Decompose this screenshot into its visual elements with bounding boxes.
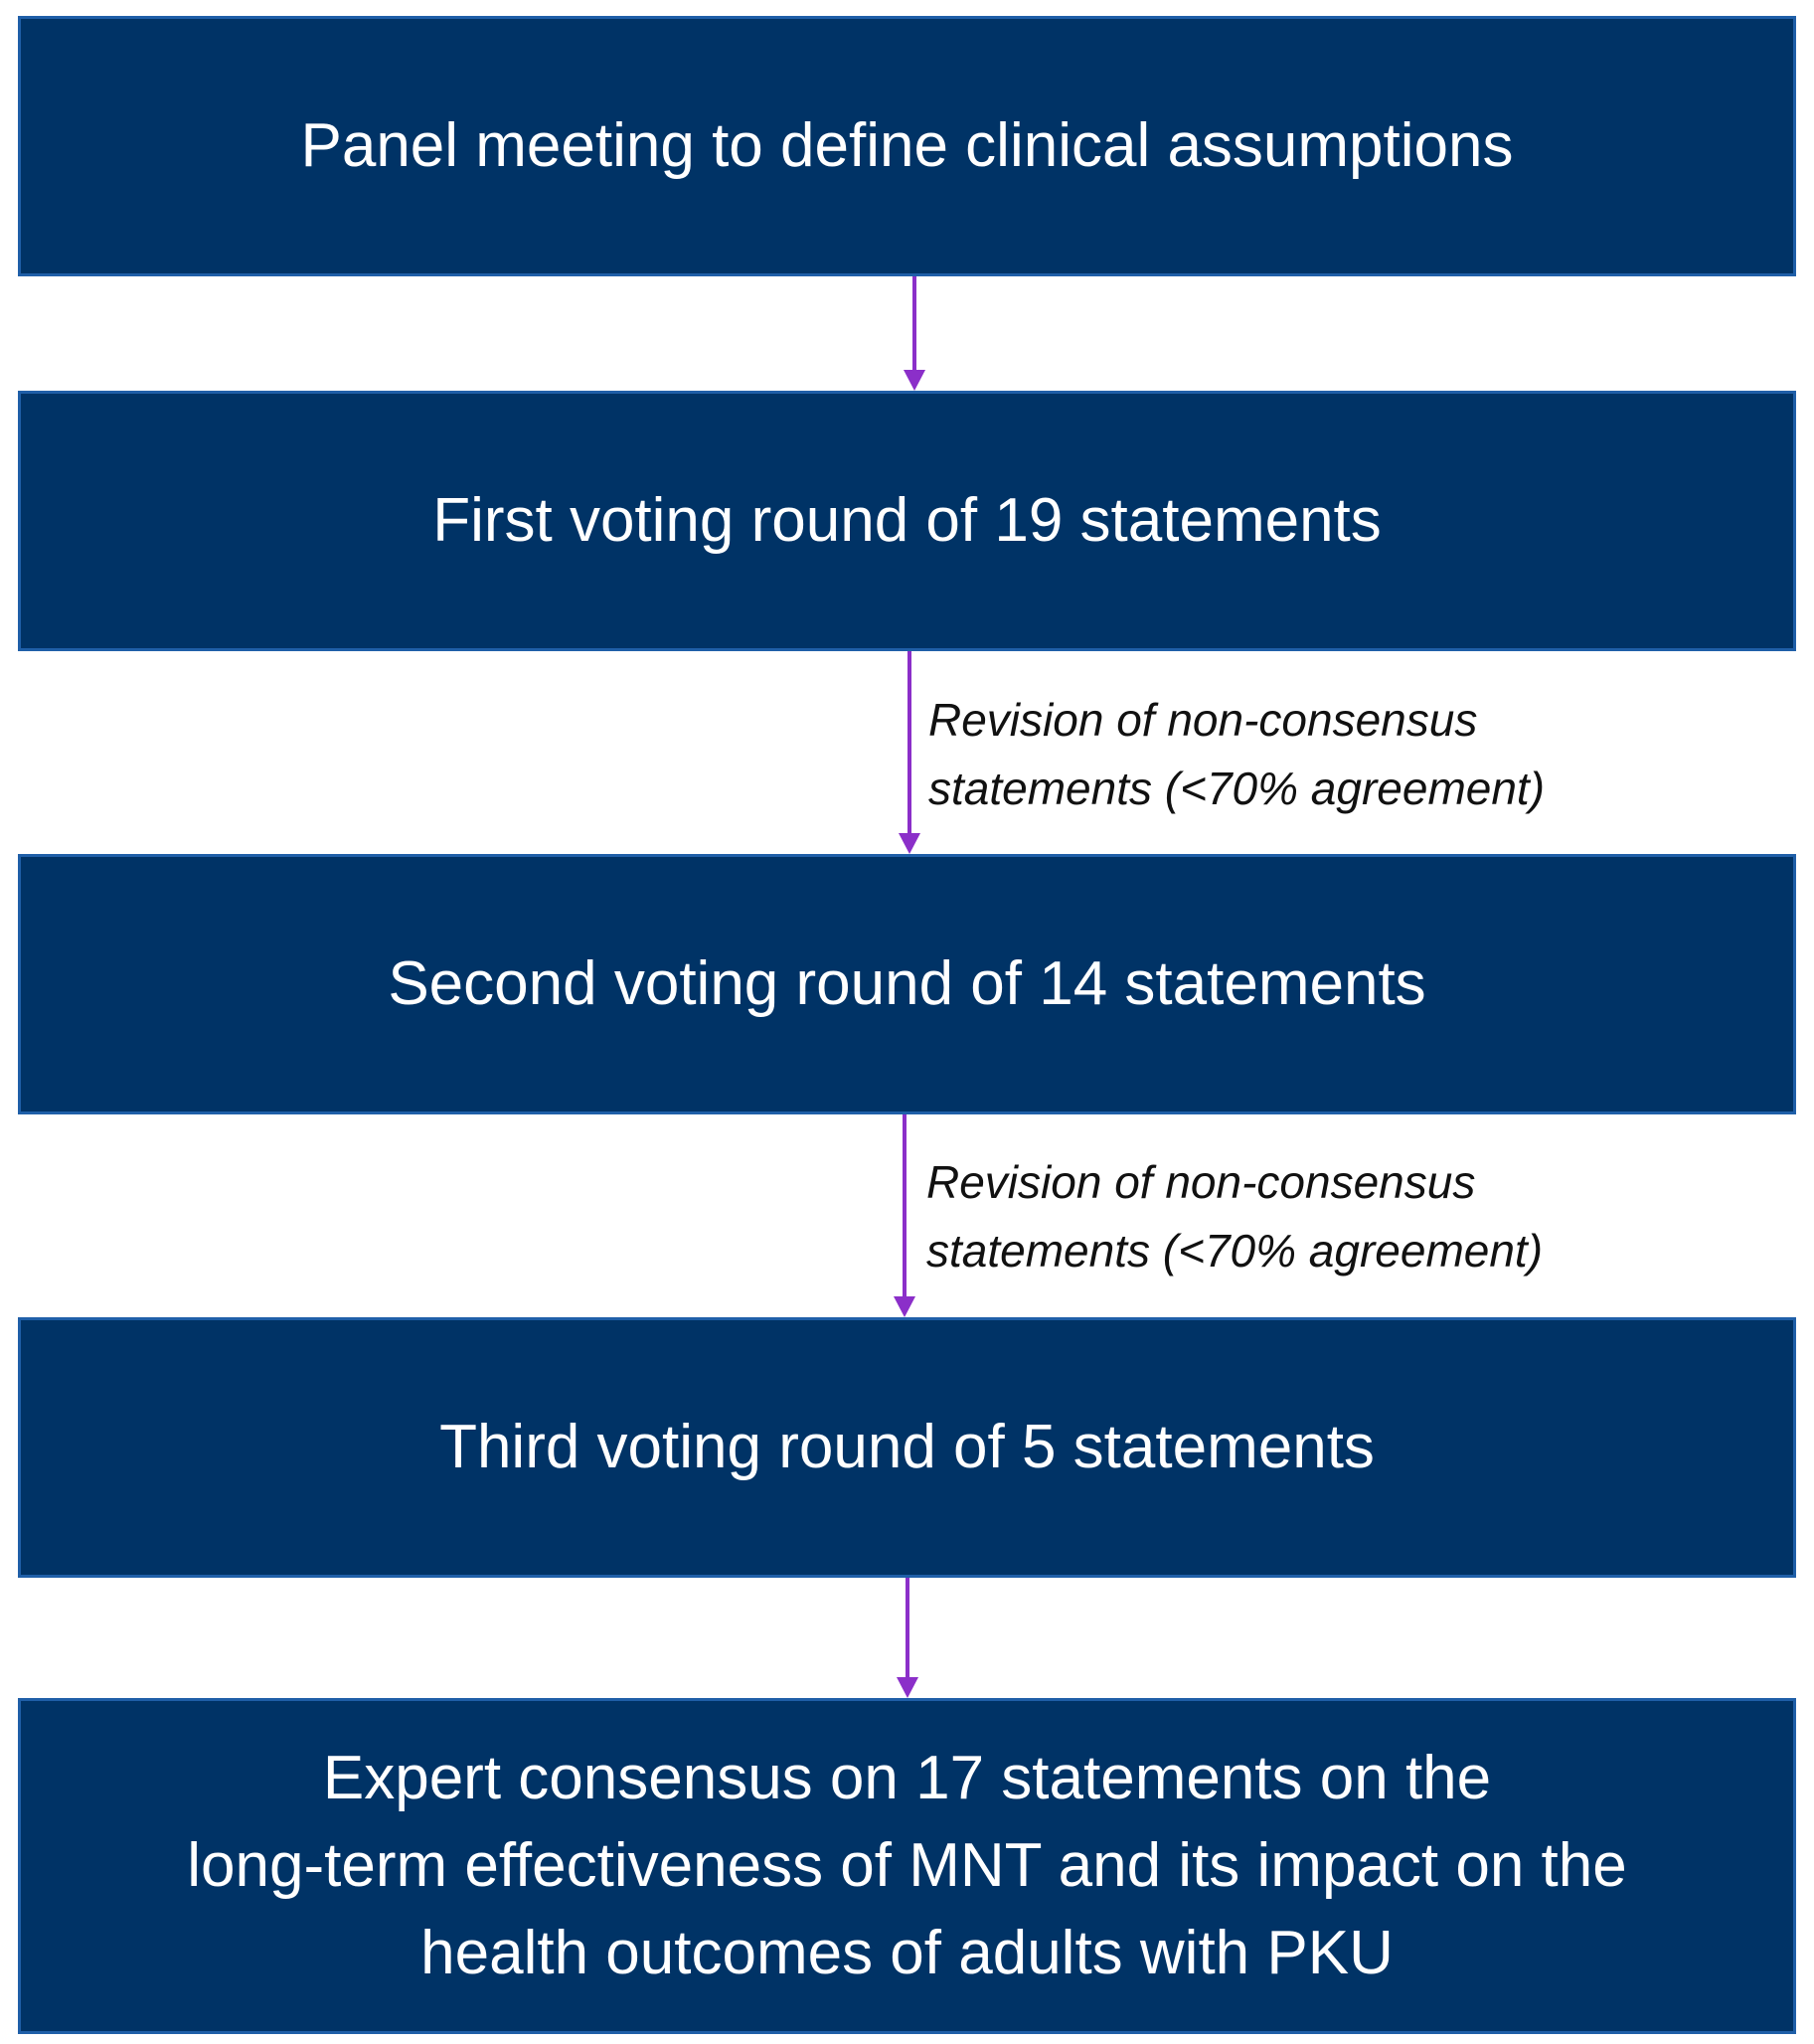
step-first-voting-round (18, 391, 1796, 651)
transition-note-1: Revision of non-consensus statements (<70% agreement) (928, 694, 1546, 814)
step-second-voting-round-label: Second voting round of 14 statements (388, 948, 1426, 1018)
arrow-2-head (899, 833, 920, 854)
step-first-voting-round-label: First voting round of 19 statements (432, 485, 1382, 555)
step-expert-consensus (18, 1698, 1796, 2034)
step-panel-meeting (18, 16, 1796, 276)
arrow-3-head (894, 1296, 915, 1317)
arrow-1-head (904, 370, 925, 391)
arrow-4-head (897, 1677, 918, 1698)
step-third-voting-round (18, 1317, 1796, 1578)
step-third-voting-round-label: Third voting round of 5 statements (439, 1412, 1375, 1481)
transition-note-2: Revision of non-consensus statements (<70% agreement) (926, 1156, 1544, 1277)
step-panel-meeting-label: Panel meeting to define clinical assumptions (300, 110, 1514, 180)
step-expert-consensus-label: Expert consensus on 17 statements on the long-term effectiveness of MNT and its impact on the health outcomes of adults with PKU (187, 1743, 1627, 1988)
step-second-voting-round (18, 854, 1796, 1114)
